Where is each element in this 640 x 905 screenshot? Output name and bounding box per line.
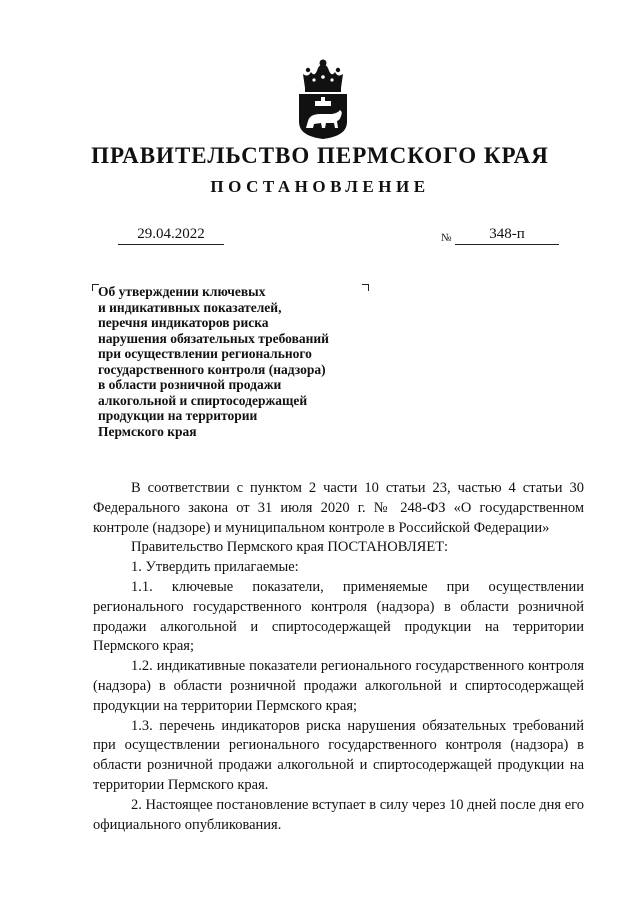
- subject-line: перечня индикаторов риска: [98, 315, 269, 330]
- document-number: 348-п: [455, 226, 559, 245]
- document-body: [93, 479, 584, 835]
- subject-line: в области розничной продажи: [98, 377, 282, 392]
- document-subject: [98, 284, 368, 439]
- coat-of-arms-icon: [296, 58, 350, 140]
- clause-1-1: 1.1. ключевые показатели, применяемые при осуществлении регионального государственного контроля (надзора) в области розничной продажи алкогольной и спиртосодержащей продукции на территории Пермского края;: [93, 578, 584, 655]
- government-title: ПРАВИТЕЛЬСТВО ПЕРМСКОГО КРАЯ: [91, 143, 549, 168]
- clause-2: 2. Настоящее постановление вступает в силу через 10 дней после дня его официального опубликования.: [93, 796, 584, 833]
- subject-line: алкогольной и спиртосодержащей: [98, 392, 308, 408]
- document-date: 29.04.2022: [118, 226, 224, 245]
- preamble-paragraph: В соответствии с пунктом 2 части 10 статьи 23, частью 4 статьи 30 Федерального закона от 31 июля 2020 г. № 248-ФЗ «О государственном контроле (надзоре) и муниципальном контроле в Российской Федерации»: [93, 480, 584, 536]
- subject-line: при осуществлении регионального: [98, 346, 312, 361]
- resolution-paragraph: Правительство Пермского края ПОСТАНОВЛЯЕТ:: [131, 539, 449, 556]
- document-type: ПОСТАНОВЛЕНИЕ: [210, 177, 430, 196]
- number-sign: №: [441, 232, 452, 244]
- subject-line: нарушения обязательных требований: [98, 330, 329, 346]
- subject-line: государственного контроля (надзора): [98, 361, 326, 377]
- clause-1-3: 1.3. перечень индикаторов риска нарушения обязательных требований при осуществлении регионального государственного контроля (надзора) в области розничной продажи алкогольной и спиртосодержащей продукции на территории Пермского края.: [93, 717, 584, 793]
- subject-line: и индикативных показателей,: [98, 299, 282, 315]
- subject-line: Об утверждении ключевых: [98, 284, 266, 299]
- subject-line: продукции на территории: [98, 408, 258, 423]
- subject-line: Пермского края: [98, 423, 197, 439]
- clause-1: 1. Утвердить прилагаемые:: [131, 559, 299, 576]
- clause-1-2: 1.2. индикативные показатели регионального государственного контроля (надзора) в области розничной продажи алкогольной и спиртосодержащей продукции на территории Пермского края;: [93, 658, 584, 714]
